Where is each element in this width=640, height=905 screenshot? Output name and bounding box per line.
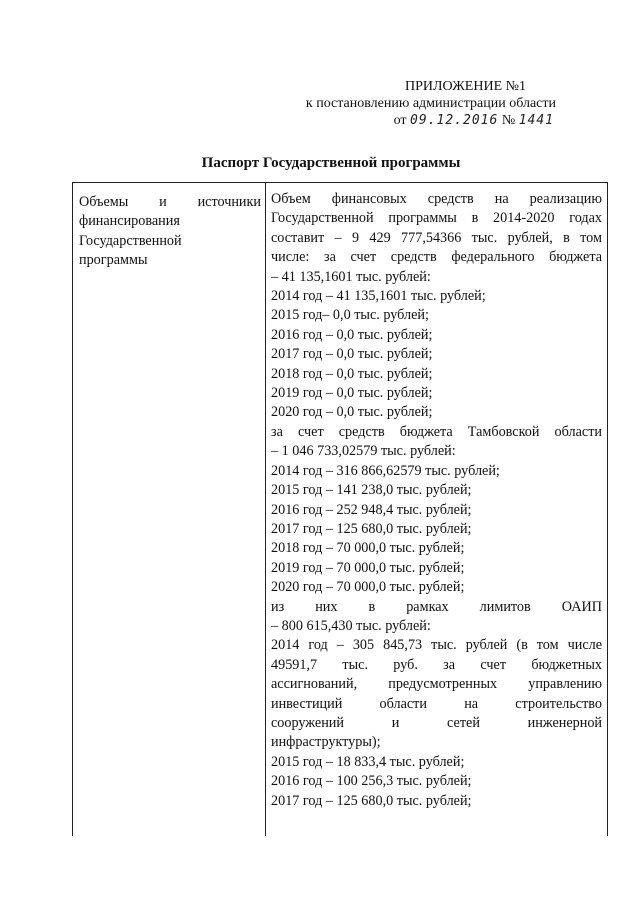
- right-cell-line: 2017 год – 125 680,0 тыс. рублей;: [271, 520, 472, 537]
- right-cell-line: инвестиций области на строительство: [271, 695, 602, 712]
- right-cell-line: 2016 год – 252 948,4 тыс. рублей;: [271, 501, 472, 518]
- appendix-header: [306, 78, 556, 129]
- right-cell-line: составит – 9 429 777,54366 тыс. рублей, в том: [271, 229, 602, 246]
- table-left-cell: [73, 183, 266, 836]
- right-cell-line: сооружений и сетей инженерной: [271, 714, 602, 731]
- right-cell-line: 2018 год – 70 000,0 тыс. рублей;: [271, 540, 465, 557]
- appendix-title: ПРИЛОЖЕНИЕ №1: [405, 79, 526, 94]
- document-title: Паспорт Государственной программы: [201, 155, 461, 171]
- left-cell-line: Объемы и источники: [79, 194, 261, 210]
- right-cell-line: инфраструктуры);: [271, 734, 381, 751]
- right-cell-line: 2019 год – 0,0 тыс. рублей;: [271, 385, 433, 402]
- table-right-cell: [266, 183, 608, 836]
- right-cell-line: 2015 год– 0,0 тыс. рублей;: [271, 307, 429, 324]
- right-cell-line: числе: за счет средств федерального бюджета: [271, 249, 602, 266]
- handwritten-number: 1441: [518, 113, 554, 128]
- right-cell-line: 2014 год – 305 845,73 тыс. рублей (в том числе: [271, 637, 602, 654]
- left-cell-line: программы: [79, 252, 148, 269]
- left-cell-line: Государственной: [79, 232, 182, 249]
- right-cell-line: 2017 год – 0,0 тыс. рублей;: [271, 346, 433, 363]
- right-cell-line: из них в рамках лимитов ОАИП: [271, 598, 602, 615]
- right-cell-line: 2017 год – 125 680,0 тыс. рублей;: [271, 792, 472, 809]
- right-cell-line: 2018 год – 0,0 тыс. рублей;: [271, 365, 433, 382]
- right-cell-line: – 800 615,430 тыс. рублей:: [271, 617, 431, 634]
- date-prefix: от: [393, 113, 407, 128]
- right-cell-line: 49591,7 тыс. руб. за счет бюджетных: [271, 656, 602, 673]
- right-cell-line: 2020 год – 0,0 тыс. рублей;: [271, 404, 433, 421]
- appendix-date-line: [306, 112, 554, 129]
- right-cell-line: 2020 год – 70 000,0 тыс. рублей;: [271, 579, 465, 596]
- right-cell-line: – 1 046 733,02579 тыс. рублей:: [271, 443, 456, 460]
- right-cell-line: ассигнований, предусмотренных управлению: [271, 676, 602, 693]
- right-cell-line: 2015 год – 18 833,4 тыс. рублей;: [271, 753, 465, 770]
- passport-table: [72, 182, 608, 836]
- appendix-subtitle: к постановлению администрации области: [305, 96, 556, 111]
- right-cell-line: Государственной программы в 2014-2020 годах: [271, 210, 602, 227]
- number-prefix: №: [501, 113, 516, 128]
- right-cell-line: Объем финансовых средств на реализацию: [271, 191, 602, 207]
- handwritten-date: 09.12.2016: [410, 113, 499, 128]
- right-cell-line: 2016 год – 0,0 тыс. рублей;: [271, 326, 433, 343]
- right-cell-line: 2016 год – 100 256,3 тыс. рублей;: [271, 773, 472, 790]
- right-cell-line: 2015 год – 141 238,0 тыс. рублей;: [271, 482, 472, 499]
- left-cell-line: финансирования: [79, 213, 180, 230]
- right-cell-line: 2019 год – 70 000,0 тыс. рублей;: [271, 559, 465, 576]
- right-cell-line: за счет средств бюджета Тамбовской области: [271, 423, 602, 440]
- right-cell-line: – 41 135,1601 тыс. рублей:: [271, 268, 431, 285]
- right-cell-line: 2014 год – 41 135,1601 тыс. рублей;: [271, 288, 486, 305]
- right-cell-line: 2014 год – 316 866,62579 тыс. рублей;: [271, 462, 500, 479]
